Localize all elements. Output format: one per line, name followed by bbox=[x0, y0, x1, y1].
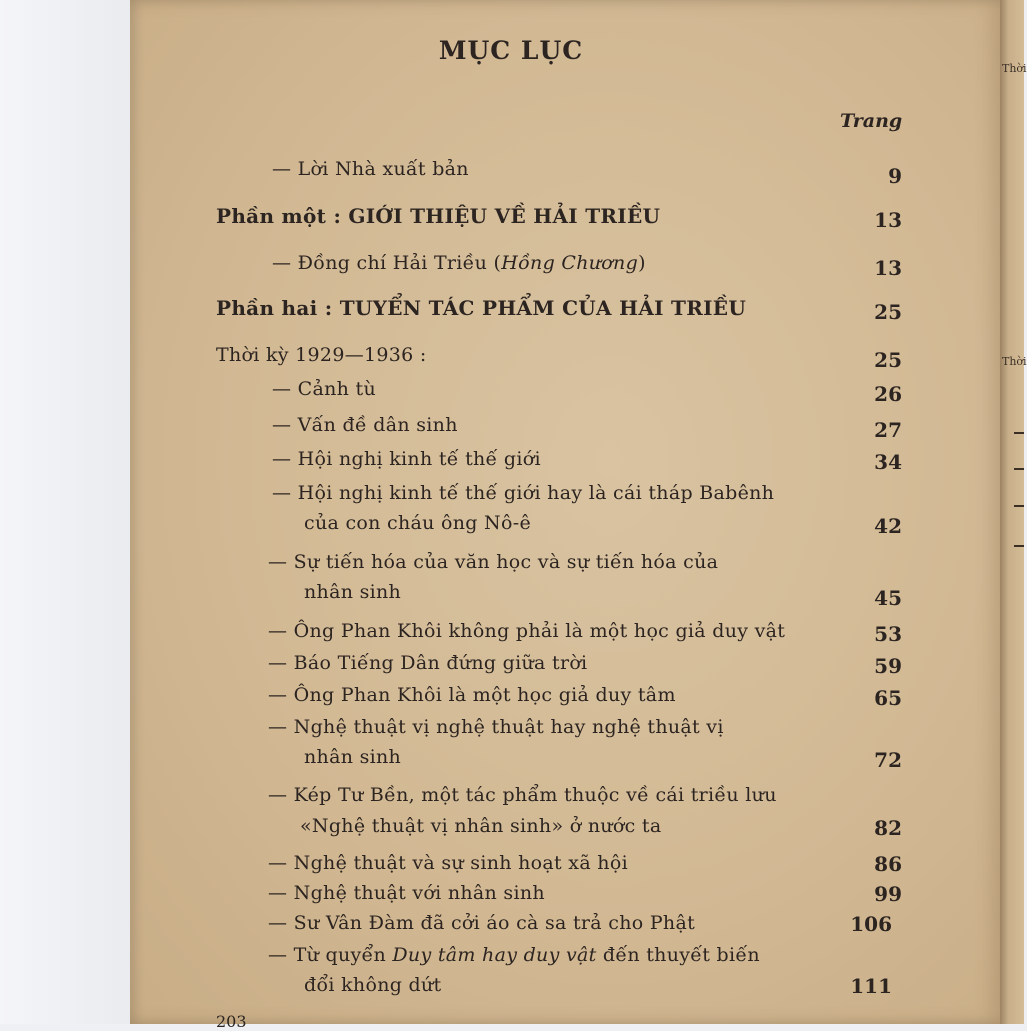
toc-page-number: 82 bbox=[874, 816, 902, 840]
toc-section-heading: Thời kỳ 1929—1936 : bbox=[216, 344, 427, 366]
toc-page-number: 53 bbox=[874, 622, 902, 646]
toc-page-number: 99 bbox=[874, 882, 902, 906]
toc-entry: — Đồng chí Hải Triều (Hồng Chương) bbox=[272, 252, 646, 274]
page-footer-number: 203 bbox=[216, 1012, 247, 1031]
toc-page-number: 65 bbox=[874, 686, 902, 710]
toc-page-number: 106 bbox=[850, 912, 892, 936]
toc-page-number: 59 bbox=[874, 654, 902, 678]
toc-entry: — Lời Nhà xuất bản bbox=[272, 158, 469, 180]
toc-entry-continued: đổi không dứt bbox=[304, 974, 442, 996]
toc-entry: — Nghệ thuật và sự sinh hoạt xã hội bbox=[268, 852, 628, 874]
adjacent-page-word: Thời bbox=[1002, 355, 1027, 368]
toc-entry: — Báo Tiếng Dân đứng giữa trời bbox=[268, 652, 588, 674]
toc-entry: — Từ quyển Duy tâm hay duy vật đến thuyết biến bbox=[268, 944, 760, 966]
toc-entry: — Cảnh tù bbox=[272, 378, 376, 400]
background-left bbox=[0, 0, 134, 1024]
adjacent-page-dash bbox=[1014, 432, 1024, 434]
toc-entry-continued: của con cháu ông Nô-ê bbox=[304, 512, 531, 534]
toc-page-number: 72 bbox=[874, 748, 902, 772]
toc-entry: — Nghệ thuật với nhân sinh bbox=[268, 882, 545, 904]
toc-entry-continued: nhân sinh bbox=[304, 581, 402, 603]
toc-entry: — Sự tiến hóa của văn học và sự tiến hóa của bbox=[268, 551, 719, 573]
toc-entry: — Hội nghị kinh tế thế giới bbox=[272, 448, 541, 470]
toc-entry: — Kép Tư Bền, một tác phẩm thuộc về cái triều lưu bbox=[268, 784, 777, 806]
toc-title: MỤC LỤC bbox=[438, 36, 584, 65]
adjacent-page-dash bbox=[1014, 468, 1024, 470]
toc-entry: — Sư Vân Đàm đã cởi áo cà sa trả cho Phật bbox=[268, 912, 696, 934]
toc-page-number: 27 bbox=[874, 418, 902, 442]
toc-page-number: 34 bbox=[874, 450, 902, 474]
toc-page-number: 25 bbox=[874, 348, 902, 372]
adjacent-page-edge bbox=[1000, 0, 1027, 1024]
toc-entry: — Hội nghị kinh tế thế giới hay là cái tháp Babênh bbox=[272, 482, 775, 504]
adjacent-page-word: Thời bbox=[1002, 62, 1027, 75]
toc-entry: — Ông Phan Khôi là một học giả duy tâm bbox=[268, 684, 676, 706]
toc-entry: — Vấn đề dân sinh bbox=[272, 414, 458, 436]
toc-entry: — Nghệ thuật vị nghệ thuật hay nghệ thuật vị bbox=[268, 716, 724, 738]
toc-page-number: 9 bbox=[888, 164, 902, 188]
toc-page-number: 13 bbox=[874, 256, 902, 280]
toc-page-number: 42 bbox=[874, 514, 902, 538]
toc-part-heading: Phần một : GIỚI THIỆU VỀ HẢI TRIỀU bbox=[216, 204, 661, 228]
toc-page-number: 45 bbox=[874, 586, 902, 610]
page-column-header: Trang bbox=[840, 110, 903, 132]
adjacent-page-dash bbox=[1014, 505, 1024, 507]
toc-entry-continued: «Nghệ thuật vị nhân sinh» ở nước ta bbox=[300, 815, 662, 837]
toc-part-heading: Phần hai : TUYỂN TÁC PHẨM CỦA HẢI TRIỀU bbox=[216, 296, 747, 320]
toc-page-number: 86 bbox=[874, 852, 902, 876]
toc-page-number: 111 bbox=[850, 974, 892, 998]
toc-page-number: 25 bbox=[874, 300, 902, 324]
toc-page-number: 26 bbox=[874, 382, 902, 406]
toc-entry-continued: nhân sinh bbox=[304, 746, 402, 768]
toc-page-number: 13 bbox=[874, 208, 902, 232]
toc-entry: — Ông Phan Khôi không phải là một học giả duy vật bbox=[268, 620, 786, 642]
adjacent-page-dash bbox=[1014, 545, 1024, 547]
